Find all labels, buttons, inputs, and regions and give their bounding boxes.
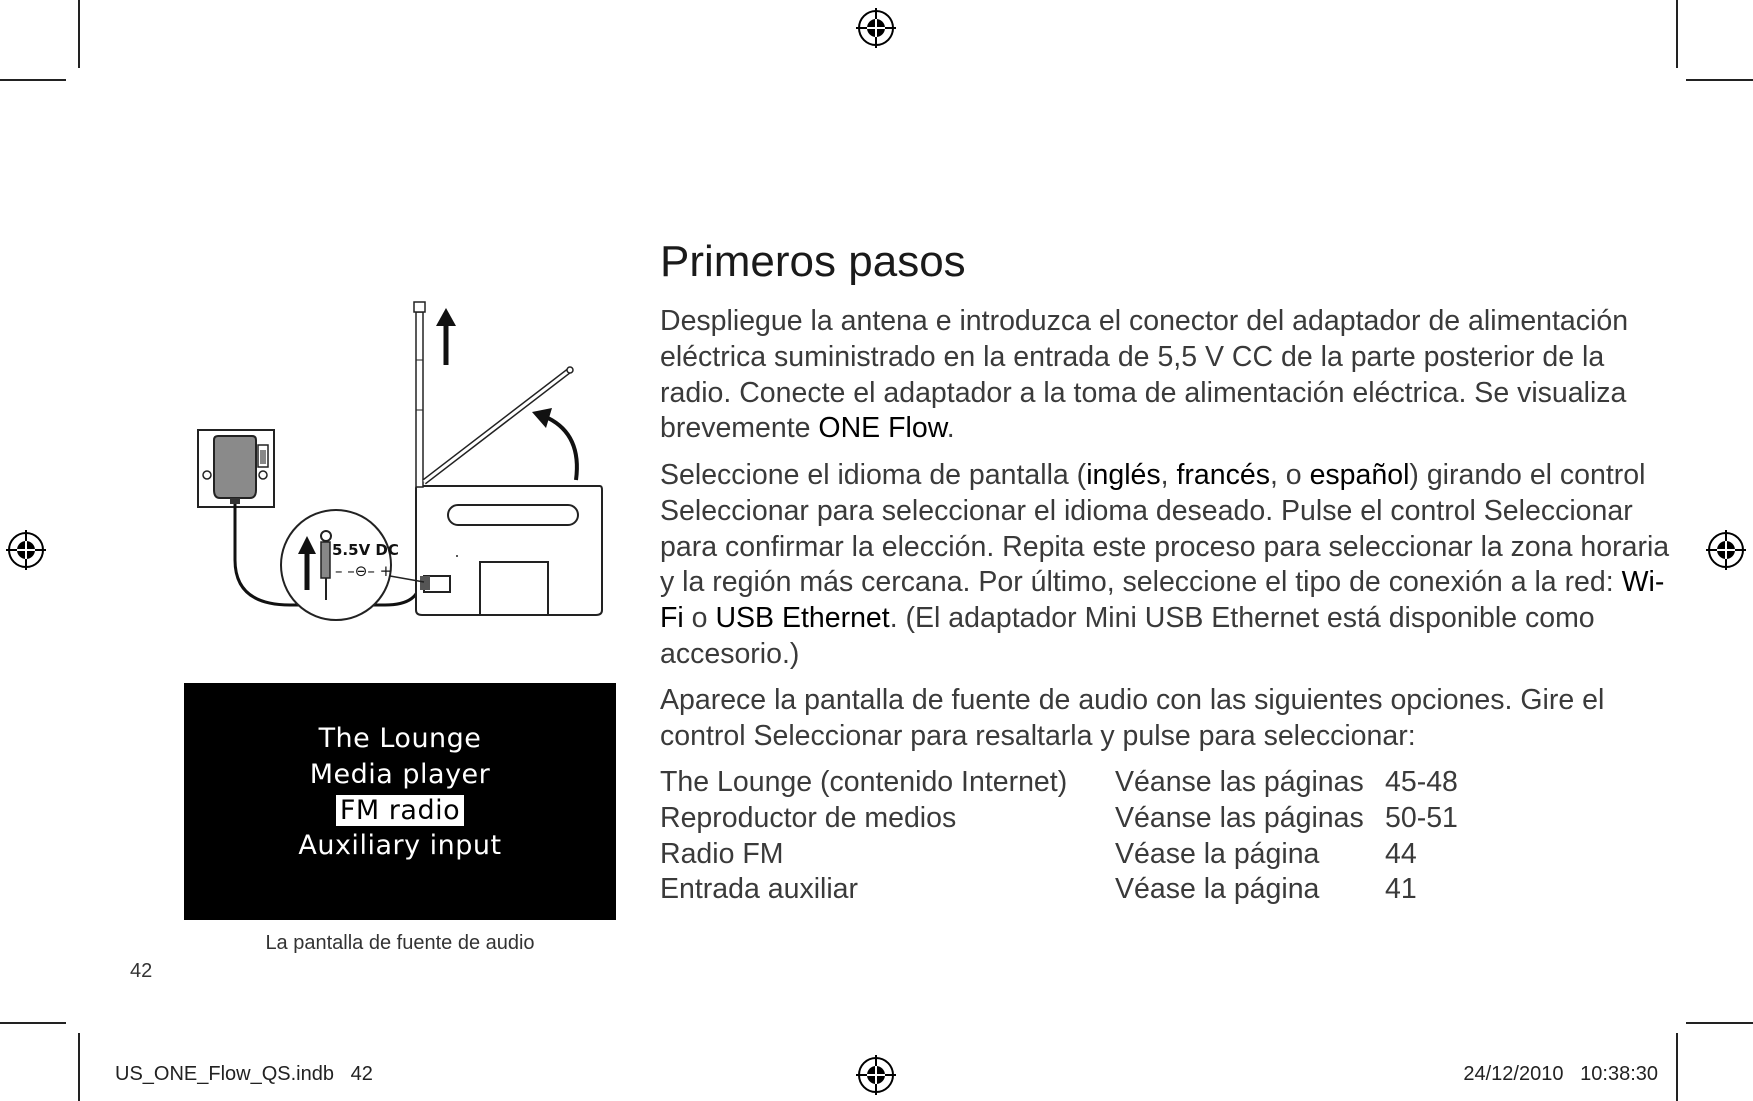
registration-mark-icon — [856, 8, 896, 48]
registration-mark-icon — [856, 1055, 896, 1095]
antenna-icon — [416, 312, 423, 487]
crop-mark — [1686, 79, 1753, 81]
registration-mark-icon — [1706, 530, 1746, 570]
crop-mark — [1676, 1033, 1678, 1101]
menu-item: The Lounge — [318, 723, 482, 754]
registration-mark-icon — [6, 530, 46, 570]
crop-mark — [0, 1022, 66, 1024]
figure-caption: La pantalla de fuente de audio — [265, 932, 535, 954]
svg-text:– –⊖– +: – –⊖– + — [335, 562, 393, 580]
print-slug-timestamp: 24/12/2010 10:38:30 — [1463, 1063, 1658, 1085]
crop-mark — [1676, 0, 1678, 68]
crop-mark — [0, 79, 66, 81]
svg-text:5.5V DC: 5.5V DC — [332, 541, 399, 559]
crop-mark — [78, 0, 80, 68]
menu-item-selected: FM radio — [184, 793, 616, 829]
audio-source-screen — [184, 683, 616, 920]
print-slug-file: US_ONE_Flow_QS.indb 42 — [115, 1063, 373, 1085]
menu-item: Auxiliary input — [298, 830, 502, 862]
menu-item: Media player — [309, 758, 491, 790]
curved-arrow-icon — [548, 418, 577, 480]
crop-mark — [1686, 1022, 1753, 1024]
audio-source-menu — [184, 721, 616, 864]
page-number: 42 — [130, 960, 153, 982]
page-title: Primeros pasos — [660, 237, 966, 286]
crop-mark — [78, 1033, 80, 1101]
paragraph: Aparece la pantalla de fuente de audio con las siguientes opciones. Gire el control Seleccionar para resaltarla y pulse para seleccionar: — [660, 684, 1605, 752]
paragraph: Despliegue la antena e introduzca el conector del adaptador de alimentación eléctrica suministrado en la entrada de 5,5 V CC de la parte posterior de la radio. Conecte el adaptador a la toma de alimentación eléctrica. Se visualiza brevemente ONE Flow. — [660, 305, 1629, 445]
paragraph: Seleccione el idioma de pantalla (inglés, francés, o español) girando el control Seleccionar para seleccionar el idioma deseado. Pulse el control Seleccionar para confirmar la elección. Repita este proceso para seleccionar la zona horaria y la región más cercana. Por último, seleccione el tipo de conexión a la red: Wi-Fi o USB Ethernet. (El adaptador Mini USB Ethernet está disponible como accesorio.) — [660, 459, 1670, 670]
power-adapter-icon — [214, 436, 256, 498]
radio-setup-illustration — [180, 300, 620, 640]
